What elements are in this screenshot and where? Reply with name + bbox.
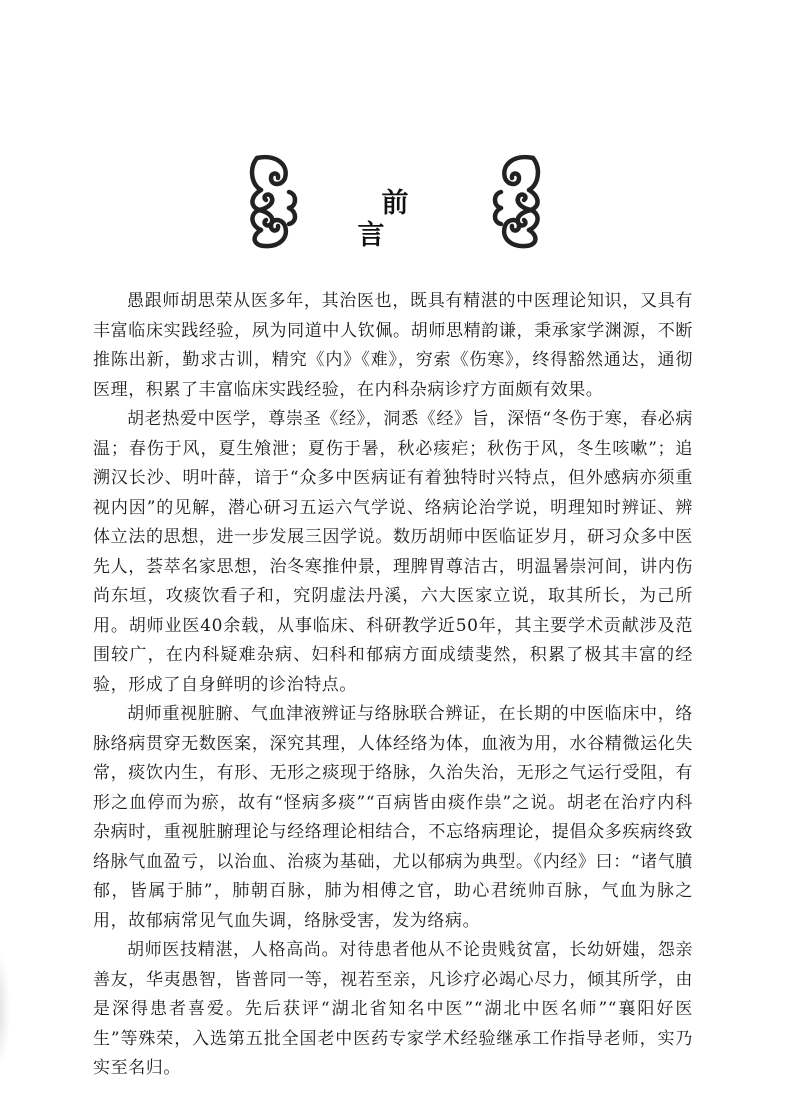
page-title: 前 言 — [357, 188, 457, 251]
preface-body — [93, 287, 693, 1084]
page-edge-shadow — [0, 950, 10, 1070]
paragraph: 愚跟师胡思荣从医多年，其治医也，既具有精湛的中医理论知识，又具有丰富临床实践经验，夙为同道中人钦佩。胡师思精韵谦，秉承家学渊源，不断推陈出新，勤求古训，精究《内》《难》，穷索《伤寒》，终得豁然通达，通彻医理，积累了丰富临床实践经验，在内科杂病诊疗方面颇有效果。 — [93, 291, 693, 400]
cloud-scroll-ornament-icon — [485, 150, 545, 250]
cloud-scroll-ornament-icon — [245, 150, 305, 250]
paragraph: 胡师重视脏腑、气血津液辨证与络脉联合辨证，在长期的中医临床中，络脉络病贯穿无数医案，深究其理，人体经络为体，血液为用，水谷精微运化失常，痰饮内生，有形、无形之痰现于络脉，久治失治，无形之气运行受阻，有形之血停而为瘀，故有“怪病多痰”“百病皆由痰作祟”之说。胡老在治疗内科杂病时，重视脏腑理论与经络理论相结合，不忘络病理论，提倡众多疾病终致络脉气血盈亏，以治血、治痰为基础，尤以郁病为典型。《内经》曰：“诸气膹郁，皆属于肺”，肺朝百脉，肺为相傅之官，助心君统帅百脉，气血为脉之用，故郁病常见气血失调，络脉受害，发为络病。 — [93, 704, 693, 931]
paragraph: 胡老热爱中医学，尊崇圣《经》，洞悉《经》旨，深悟“冬伤于寒，春必病温；春伤于风，夏生飧泄；夏伤于暑，秋必痎疟；秋伤于风，冬生咳嗽”；追溯汉长沙、明叶薛，谙于“众多中医病证有着独特时兴特点，但外感病亦须重视内因”的见解，潜心研习五运六气学说、络病论治学说，明理知时辨证、辨体立法的思想，进一步发展三因学说。数历胡师中医临证岁月，研习众多中医先人，荟萃名家思想，治冬寒推仲景，理脾胃尊洁古，明温暑崇河间，讲内伤尚东垣，攻痰饮看子和，究阴虚法丹溪，六大医家立说，取其所长，为己所用。胡师业医40余载，从事临床、科研教学近50年，其主要学术贡献涉及范围较广，在内科疑难杂病、妇科和郁病方面成绩斐然，积累了极其丰富的经验，形成了自身鲜明的诊治特点。 — [93, 409, 693, 695]
paragraph: 胡师医技精湛，人格高尚。对待患者他从不论贵贱贫富，长幼妍媸，怨亲善友，华夷愚智，皆普同一等，视若至亲，凡诊疗必竭心尽力，倾其所学，由是深得患者喜爱。先后获评“湖北省知名中医”“湖北中医名师”“襄阳好医生”等殊荣，入选第五批全国老中医药专家学术经验继承工作指导老师，实乃实至名归。 — [93, 940, 693, 1078]
preface-heading — [245, 150, 545, 250]
